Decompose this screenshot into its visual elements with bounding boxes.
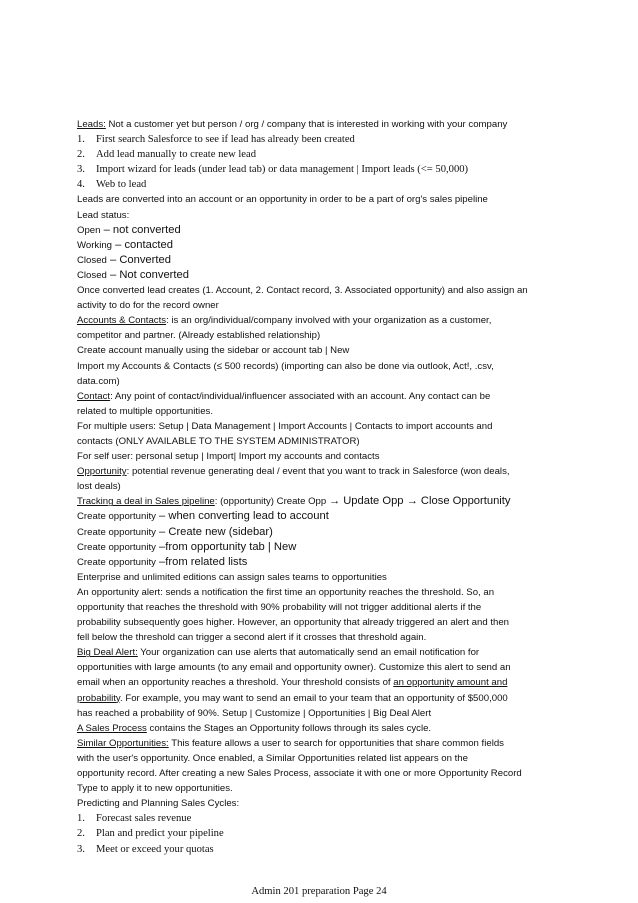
text-line: data.com) [77,375,120,387]
accounts-contacts-heading: Accounts & Contacts [77,315,167,327]
text-line: Enterprise and unlimited editions can assign sales teams to opportunities [77,571,387,583]
text-line: Create opportunity – when converting lead to account [77,510,329,523]
arrow-right-icon: → [406,495,418,508]
opportunity-heading: Opportunity [77,466,127,478]
list-item: 3. Import wizard for leads (under lead tab) or data management | Import leads (<= 50,000) [77,164,469,176]
text-line: opportunities with large amounts (to any email and opportunity owner). Customize this alert to send an [77,662,511,674]
text-line: Contact: Any point of contact/individual/influencer associated with an account. Any contact can be [77,390,491,402]
text-line: Similar Opportunities: This feature allows a user to search for opportunities that share common fields [77,737,504,749]
text-line: with the user's opportunity. Once enabled, a Similar Opportunities related list appears on the [77,752,468,764]
contact-heading: Contact [77,390,111,402]
text-line: Tracking a deal in Sales pipeline: (opportunity) Create Opp → Update Opp → Close Opportunity [77,495,511,508]
text-line: Working – contacted [77,238,173,251]
document-body [77,117,567,857]
text-line: Leads: Not a customer yet but person / org / company that is interested in working with your company [77,119,508,130]
list-item: 2. Plan and predict your pipeline [77,828,224,840]
list-item: 1. Forecast sales revenue [77,813,192,825]
text-line: Closed – Converted [77,253,171,266]
list-item: 1. First search Salesforce to see if lead has already been created [77,134,355,146]
text-line: Type to apply it to new opportunities. [77,783,233,795]
text-line: Accounts & Contacts: is an org/individual/company involved with your organization as a customer, [77,315,492,327]
text-line: opportunity record. After creating a new Sales Process, associate it with one or more Opportunity Record [77,768,522,780]
text-line: Leads are converted into an account or an opportunity in order to be a part of org's sales pipeline [77,194,488,206]
text-line: An opportunity alert: sends a notification the first time an opportunity reaches the threshold. So, an [77,586,495,598]
text-line: Create opportunity – Create new (sidebar) [77,525,273,538]
similar-opportunities-heading: Similar Opportunities: [77,737,169,749]
sales-process-heading: A Sales Process [77,722,147,734]
list-item: 2. Add lead manually to create new lead [77,149,257,161]
text-line: Open – not converted [77,223,181,236]
text-line: lost deals) [77,481,121,493]
text-line: contacts (ONLY AVAILABLE TO THE SYSTEM ADMINISTRATOR) [77,435,360,447]
leads-heading: Leads: [77,119,106,130]
list-item: 3. Meet or exceed your quotas [77,843,214,855]
text-line: Big Deal Alert: Your organization can use alerts that automatically send an email notification for [77,647,480,659]
text-line: has reached a probability of 90%. Setup | Customize | Opportunities | Big Deal Alert [77,707,432,719]
page-footer: Admin 201 preparation Page 24 [251,886,387,897]
text-line: Lead status: [77,209,130,221]
text-line: activity to do for the record owner [77,300,219,312]
list-item: 4. Web to lead [77,179,147,191]
text-line: probability. For example, you may want to send an email to your team that an opportunity of $500,000 [77,692,508,704]
text-line: Once converted lead creates (1. Account, 2. Contact record, 3. Associated opportunity) and also assign an [77,285,528,297]
text-line: A Sales Process contains the Stages an Opportunity follows through its sales cycle. [77,722,432,734]
text-line: fell below the threshold can trigger a second alert if it crosses that threshold again. [77,632,427,644]
text-line: Predicting and Planning Sales Cycles: [77,798,240,810]
text-line: For multiple users: Setup | Data Management | Import Accounts | Contacts to import accounts and [77,420,493,432]
text-line: competitor and partner. (Already established relationship) [77,330,321,342]
text-line: Closed – Not converted [77,268,189,281]
tracking-deal-heading: Tracking a deal in Sales pipeline [77,496,215,508]
text-line: Import my Accounts & Contacts (≤ 500 records) (importing can also be done via outlook, Act!, .csv, [77,360,494,372]
text-line: opportunity that reaches the threshold with 90% probability will not trigger additional alerts if the [77,602,482,613]
text-line: Opportunity: potential revenue generating deal / event that you want to track in Salesforce (won deals, [77,466,510,478]
text-line: related to multiple opportunities. [77,405,213,417]
text-line: Create opportunity –from related lists [77,555,248,568]
text-line: Create account manually using the sidebar or account tab | New [77,345,350,357]
text-line: probability subsequently goes higher. However, an opportunity that already triggered an alert and then [77,617,509,629]
text-line: For self user: personal setup | Import| Import my accounts and contacts [77,451,380,463]
text-line: Create opportunity –from opportunity tab | New [77,540,297,553]
arrow-right-icon: → [328,495,341,508]
text-line: email when an opportunity reaches a threshold. Your threshold consists of an opportunity amount and [77,677,508,689]
big-deal-alert-heading: Big Deal Alert: [77,647,138,659]
